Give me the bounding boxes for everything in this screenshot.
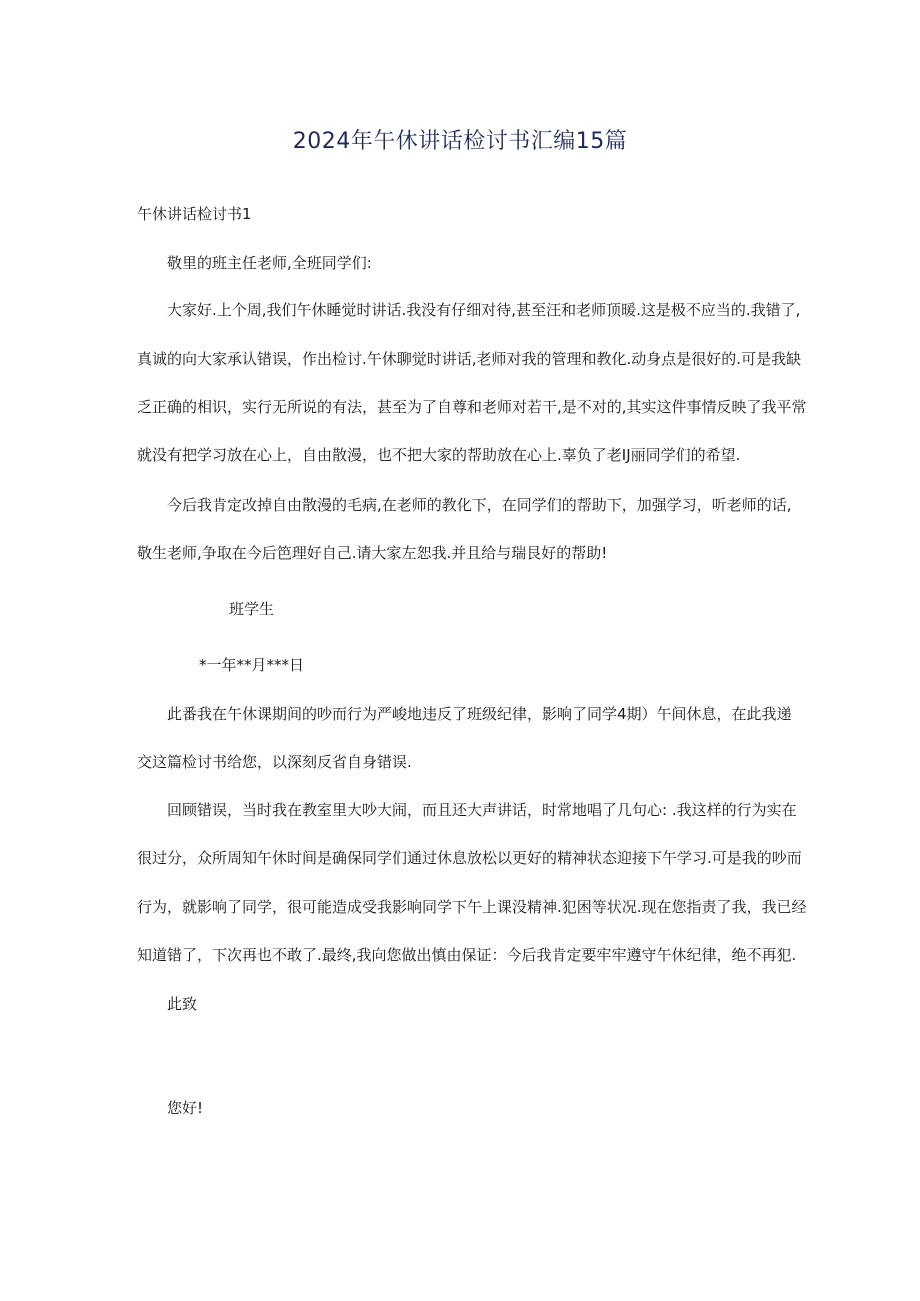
paragraph-line: 回顾错误，当时我在教室里大吵大闹，而且还大声讲话，时常地唱了几句心: .我这样的行为实在 (167, 801, 797, 819)
paragraph-line: 知道错了，下次再也不敢了.最终,我向您做出慎由保证：今后我肯定要牢牢遵守午休纪律，绝不再犯. (137, 946, 797, 964)
paragraph-line: 很过分，众所周知午休时间是确保同学们通过休息放松以更好的精神状态迎接下午学习.可是我的吵而 (137, 849, 802, 867)
paragraph-line: 此番我在午休课期间的吵而行为严峻地违反了班级纪律，影响了同学4期）午间休息，在此我递 (167, 705, 792, 723)
paragraph-line: 乏正确的相识，实行无所说的有法，甚至为了自尊和老师对若干,是不对的,其实这件事情反映了我平常 (137, 398, 807, 416)
section-heading: 午休讲话检讨书1 (137, 205, 252, 223)
salutation: 敬里的班主任老师,全班同学们: (167, 254, 372, 272)
closing: 此致 (167, 995, 198, 1013)
paragraph-line: 今后我肯定改掉自由散漫的毛病,在老师的教化下，在同学们的帮助下，加强学习，听老师的话, (167, 496, 792, 514)
greeting: 您好! (167, 1099, 204, 1117)
paragraph-line: 真诚的向大家承认错误，作出检讨.午休聊觉时讲话,老师对我的管理和教化.动身点是很好的.可是我缺 (137, 350, 802, 368)
paragraph-line: 就没有把学习放在心上，自由散漫，也不把大家的帮助放在心上.辜负了老IJ丽同学们的希望. (137, 446, 741, 464)
paragraph-line: 交这篇检讨书给您，以深刻反省自身错误. (137, 753, 412, 771)
paragraph-line: 敬生老师,争取在今后笆理好自己.请大家左恕我.并且给与瑞艮好的帮助! (137, 544, 608, 562)
paragraph-line: 行为，就影响了同学，很可能造成受我影响同学下午上课没精神.犯困等状况.现在您指责了我，我已经 (137, 898, 807, 916)
signature: 班学生 (229, 600, 275, 618)
document-title: 2024年午休讲话检讨书汇编15篇 (292, 129, 628, 154)
date: *一年**月***日 (199, 656, 305, 674)
paragraph-line: 大家好.上个周,我们午休睡觉时讲话.我没有仔细对待,甚至汪和老师顶暖.这是极不应当的.我错了, (167, 301, 801, 319)
